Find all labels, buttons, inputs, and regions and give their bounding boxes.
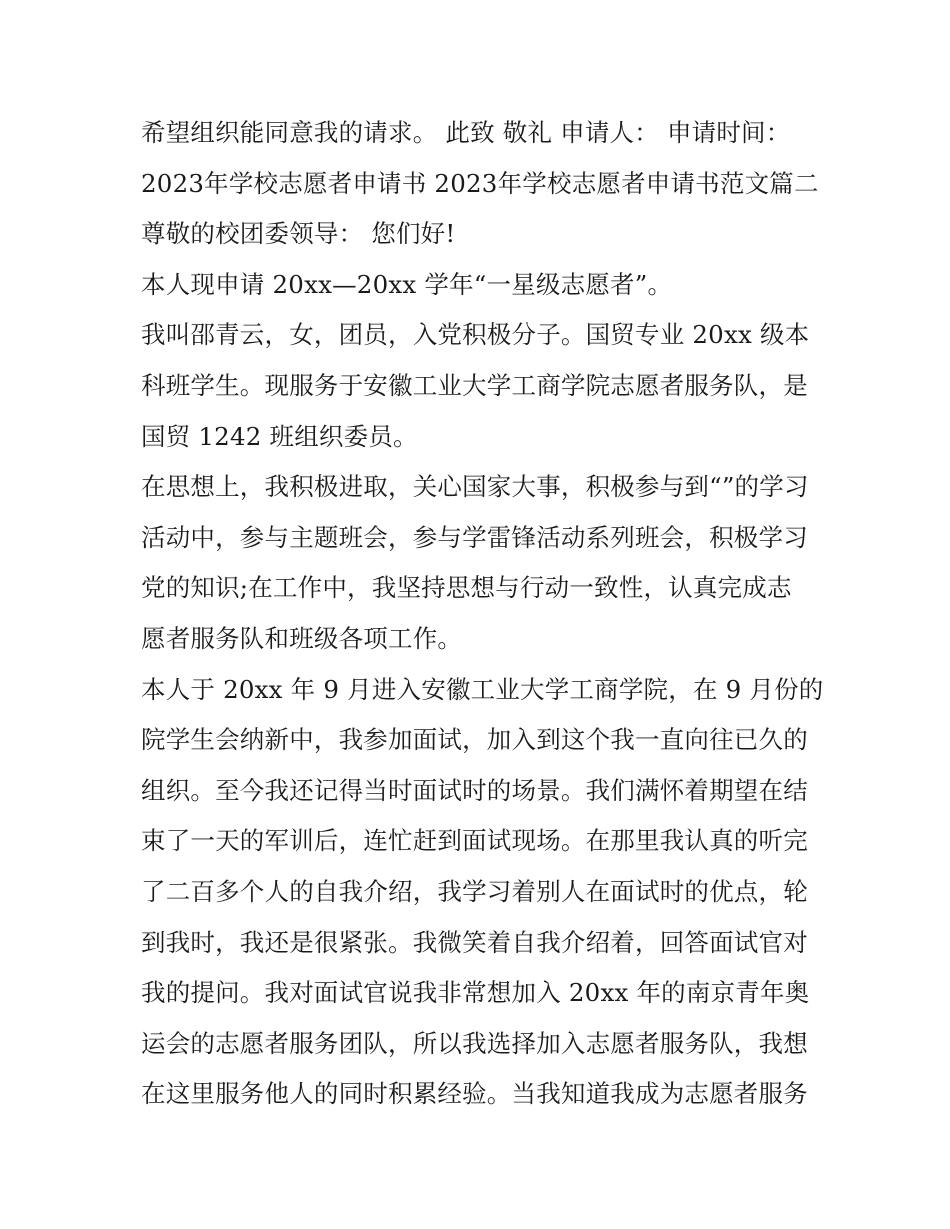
text-line: 希望组织能同意我的请求。 此致 敬礼 申请人： 申请时间： <box>141 118 791 147</box>
text-line: 科班学生。现服务于安徽工业大学工商学院志愿者服务队，是 <box>141 370 808 400</box>
text-line: 本人于 20xx 年 9 月进入安徽工业大学工商学院，在 9 月份的 <box>141 674 824 704</box>
text-line: 本人现申请 20xx—20xx 学年“一星级志愿者”。 <box>141 269 673 299</box>
text-line: 活动中，参与主题班会，参与学雷锋活动系列班会，积极学习 <box>141 522 808 552</box>
document-body <box>141 108 824 1120</box>
text-line: 运会的志愿者服务团队，所以我选择加入志愿者服务队，我想 <box>141 1028 808 1058</box>
text-line: 院学生会纳新中，我参加面试，加入到这个我一直向往已久的 <box>141 725 808 755</box>
text-line: 在思想上，我积极进取，关心国家大事，积极参与到“”的学习 <box>141 472 809 502</box>
text-line: 愿者服务队和班级各项工作。 <box>141 623 463 653</box>
text-line: 了二百多个人的自我介绍，我学习着别人在面试时的优点，轮 <box>141 876 808 906</box>
text-line: 我的提问。我对面试官说我非常想加入 20xx 年的南京青年奥 <box>141 978 810 1008</box>
text-line: 到我时，我还是很紧张。我微笑着自我介绍着，回答面试官对 <box>141 927 808 957</box>
text-line: 组织。至今我还记得当时面试时的场景。我们满怀着期望在结 <box>141 775 808 805</box>
text-line: 在这里服务他人的同时积累经验。当我知道我成为志愿者服务 <box>141 1079 808 1109</box>
text-line: 国贸 1242 班组织委员。 <box>141 421 418 451</box>
text-line: 束了一天的军训后，连忙赶到面试现场。在那里我认真的听完 <box>141 826 808 856</box>
text-line: 我叫邵青云，女，团员，入党积极分子。国贸专业 20xx 级本 <box>141 320 810 350</box>
text-line: 2023年学校志愿者申请书 2023年学校志愿者申请书范文篇二 <box>141 168 819 198</box>
text-line: 尊敬的校团委领导： 您们好! <box>141 219 456 249</box>
text-line: 党的知识;在工作中，我坚持思想与行动一致性，认真完成志 <box>141 573 792 603</box>
